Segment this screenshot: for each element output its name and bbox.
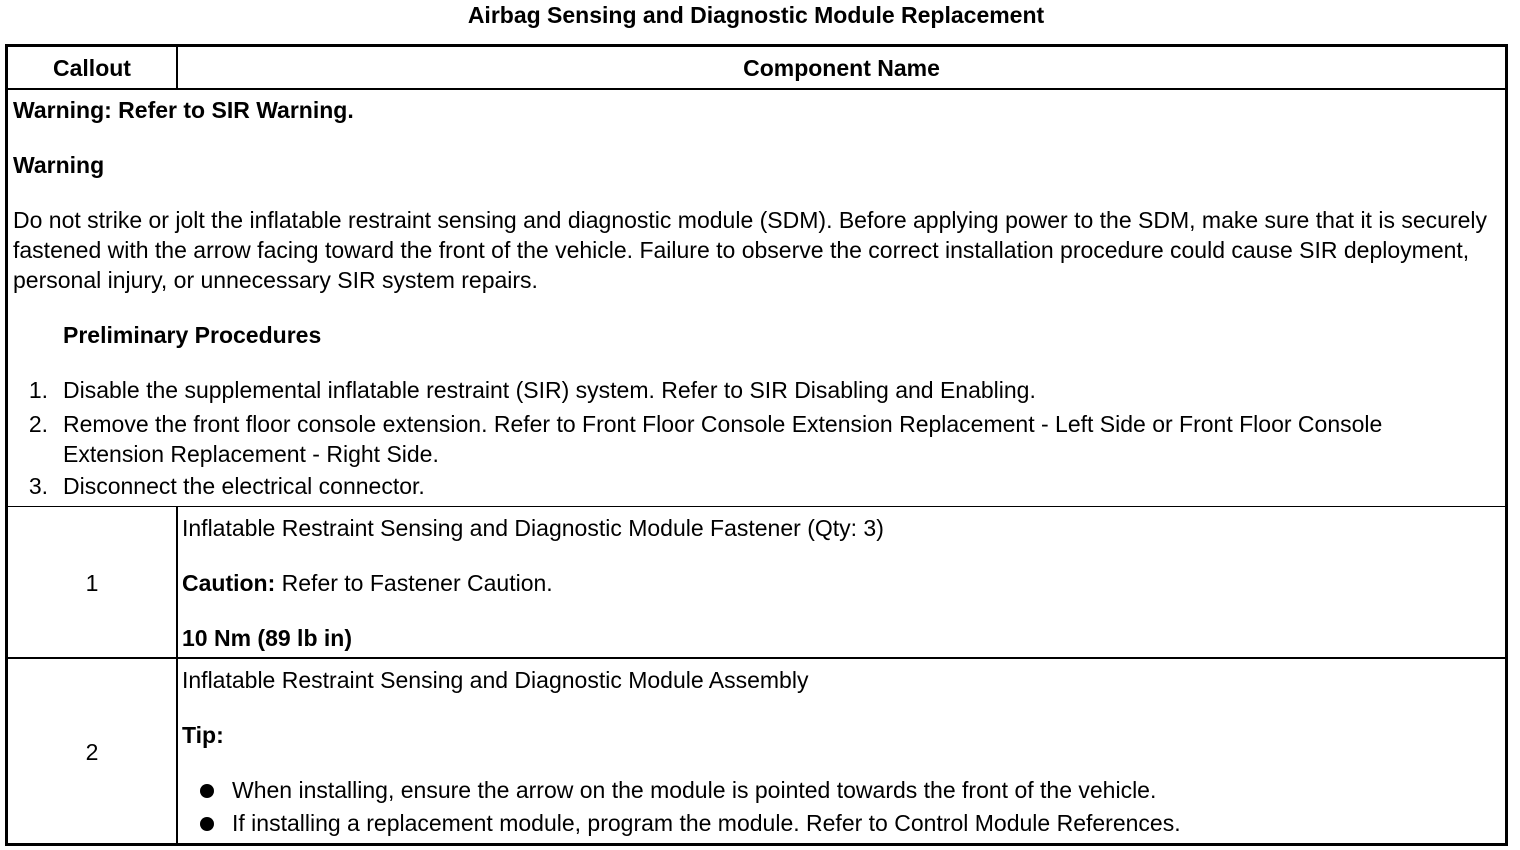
step-number: 1. bbox=[28, 377, 48, 403]
page-title: Airbag Sensing and Diagnostic Module Replacement bbox=[467, 2, 1045, 28]
bullet-icon bbox=[200, 817, 214, 831]
column-divider bbox=[176, 507, 178, 843]
component-name: Inflatable Restraint Sensing and Diagnostic Module Fastener (Qty: 3) bbox=[182, 515, 884, 541]
preliminary-procedures-heading: Preliminary Procedures bbox=[63, 322, 322, 348]
step-text: Remove the front floor console extension. Refer to Front Floor Console Extension Replacement - Left Side or Front Floor Console bbox=[63, 411, 1383, 437]
header-divider bbox=[8, 88, 1505, 90]
bullet-icon bbox=[200, 784, 214, 798]
tip-item: When installing, ensure the arrow on the module is pointed towards the front of the vehicle. bbox=[232, 777, 1157, 803]
procedure-table bbox=[5, 44, 1508, 846]
caution-label: Caution: bbox=[182, 570, 276, 596]
step-number: 2. bbox=[28, 411, 48, 437]
column-header-callout: Callout bbox=[53, 55, 131, 81]
warning-heading: Warning bbox=[13, 152, 105, 178]
step-number: 3. bbox=[28, 473, 48, 499]
step-text: Disconnect the electrical connector. bbox=[63, 473, 425, 499]
column-divider bbox=[176, 47, 178, 89]
step-text-continued: Extension Replacement - Right Side. bbox=[63, 441, 439, 467]
row-divider bbox=[8, 506, 1505, 507]
warning-text: Do not strike or jolt the inflatable restraint sensing and diagnostic module (SDM). Before applying power to the SDM, make sure that it is securely fastened with the arrow facing toward the front of the vehicle. Failure to observe the correct installation procedure could cause SIR deployment, personal injury, or unnecessary SIR system repairs. bbox=[13, 207, 1487, 293]
tip-item: If installing a replacement module, program the module. Refer to Control Module References. bbox=[232, 810, 1181, 836]
torque-spec: 10 Nm (89 lb in) bbox=[182, 625, 352, 651]
warning-reference: Warning: Refer to SIR Warning. bbox=[13, 97, 354, 123]
column-header-component-name: Component Name bbox=[743, 55, 940, 81]
caution-line bbox=[182, 568, 553, 598]
component-name: Inflatable Restraint Sensing and Diagnostic Module Assembly bbox=[182, 667, 809, 693]
step-text: Disable the supplemental inflatable restraint (SIR) system. Refer to SIR Disabling and Enabling. bbox=[63, 377, 1036, 403]
callout-number: 1 bbox=[85, 570, 99, 596]
tip-label: Tip: bbox=[182, 722, 224, 748]
row-divider bbox=[8, 657, 1505, 659]
callout-number: 2 bbox=[85, 739, 99, 765]
caution-text: Refer to Fastener Caution. bbox=[275, 570, 553, 596]
